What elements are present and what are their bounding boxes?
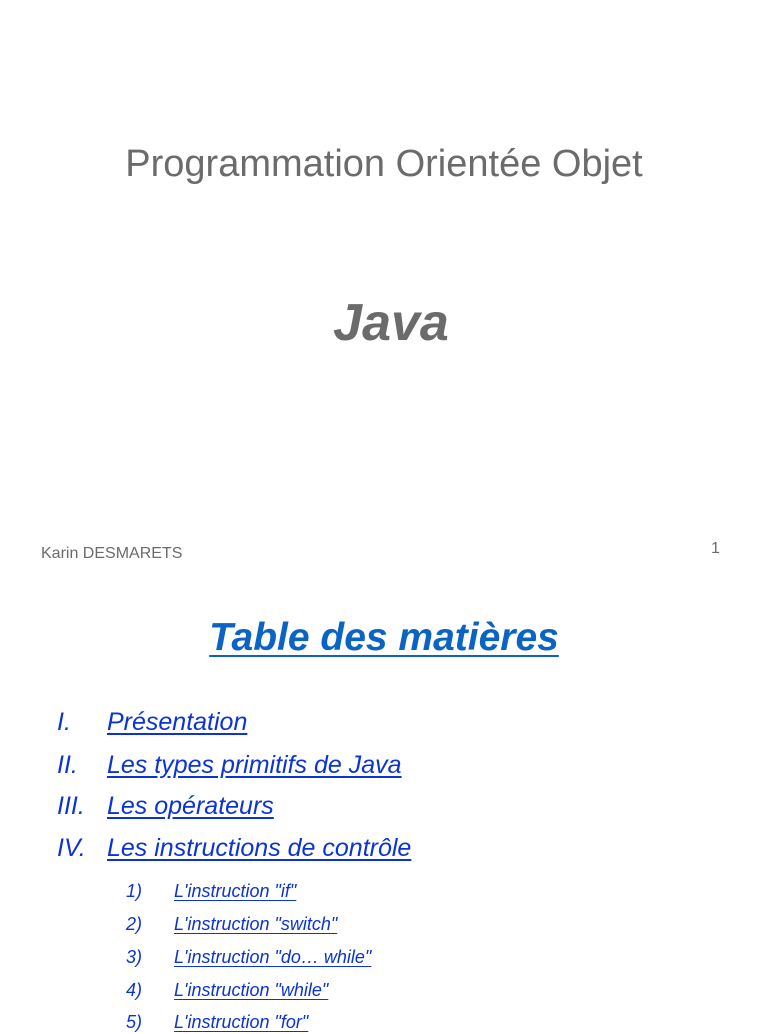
toc-link-operateurs[interactable]: Les opérateurs xyxy=(107,792,274,820)
toc-slide xyxy=(0,576,768,1032)
toc-item-number: I. xyxy=(57,708,71,736)
toc-item-number: III. xyxy=(57,792,85,820)
toc-subitem-number: 3) xyxy=(126,947,143,967)
toc-link-while[interactable]: L'instruction "while" xyxy=(174,980,329,1000)
toc-link-types-primitifs[interactable]: Les types primitifs de Java xyxy=(107,751,402,779)
presentation-title: Programmation Orientée Objet xyxy=(125,143,643,185)
author-name: Karin DESMARETS xyxy=(41,545,183,562)
toc-subitem-number: 1) xyxy=(126,881,143,901)
toc-item-number: IV. xyxy=(57,834,86,862)
toc-title: Table des matières xyxy=(209,616,559,659)
toc-link-switch[interactable]: L'instruction "switch" xyxy=(174,914,338,934)
toc-link-presentation[interactable]: Présentation xyxy=(107,708,248,736)
toc-subitem-number: 2) xyxy=(126,914,143,934)
toc-item-number: II. xyxy=(57,751,78,779)
toc-subitem-number: 5) xyxy=(126,1012,143,1032)
toc-link-do-while[interactable]: L'instruction "do… while" xyxy=(174,947,372,967)
toc-link-for[interactable]: L'instruction "for" xyxy=(174,1012,309,1032)
presentation-subtitle: Java xyxy=(333,294,449,352)
toc-link-instructions-controle[interactable]: Les instructions de contrôle xyxy=(107,834,412,862)
toc-subitem-number: 4) xyxy=(126,980,143,1000)
page-number: 1 xyxy=(711,540,720,557)
toc-link-if[interactable]: L'instruction "if" xyxy=(174,881,297,901)
